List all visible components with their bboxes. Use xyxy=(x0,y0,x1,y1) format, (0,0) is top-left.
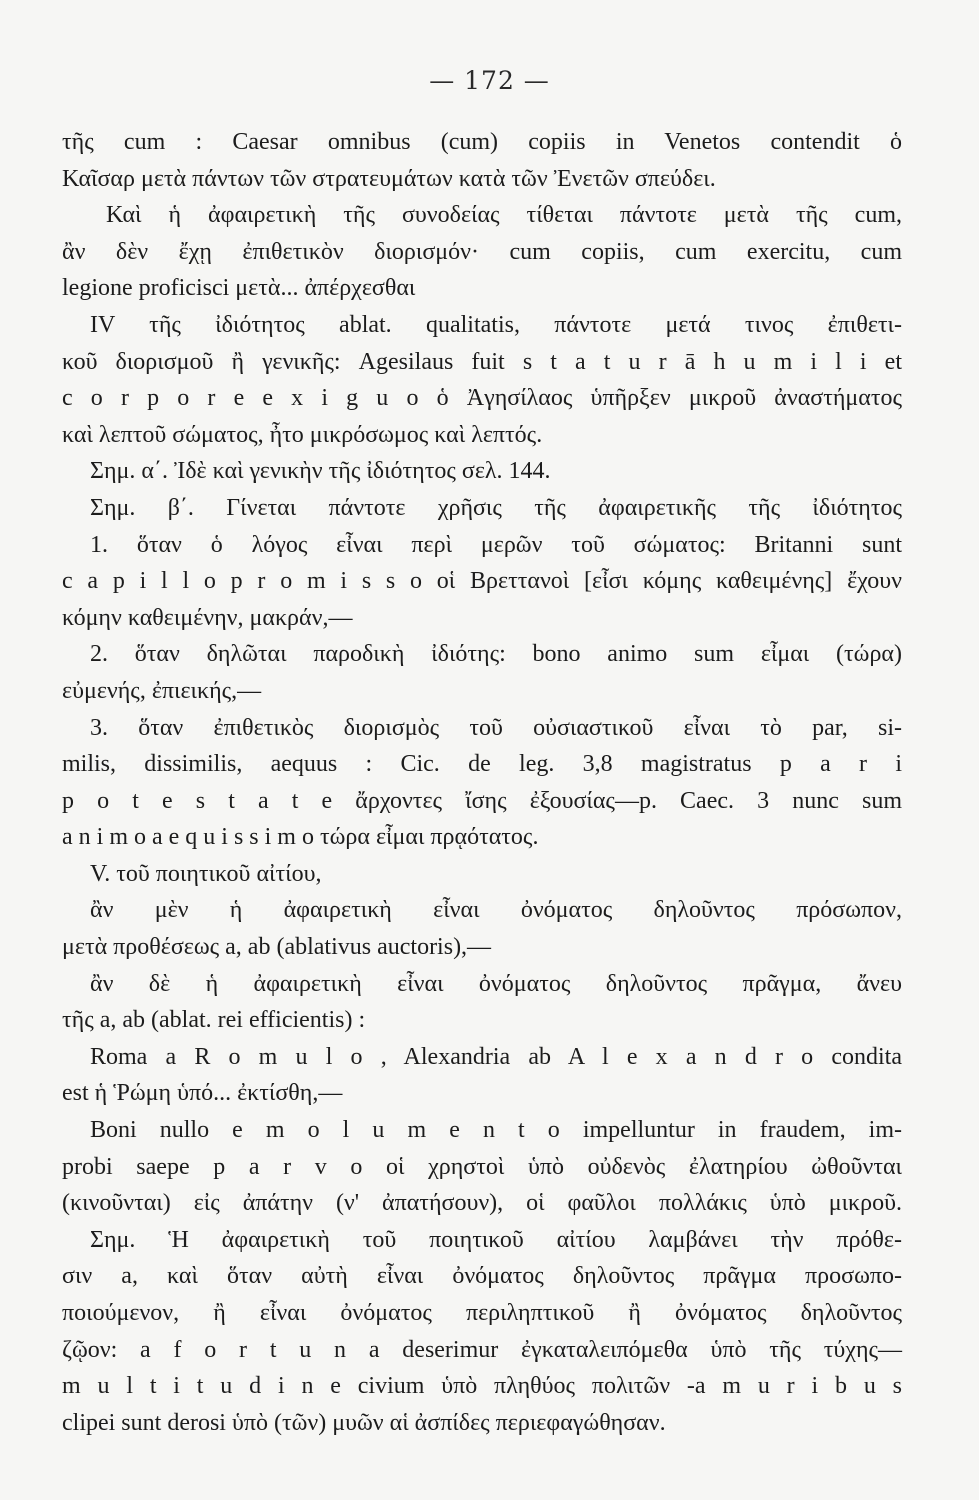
example-line: Boni nullo e m o l u m e n t o impelluntur in fraudem, im- xyxy=(90,1117,902,1144)
text-line: κοῦ διορισμοῦ ἢ γενικῆς: Agesilaus fuit s t a t u r ā h u m i l i et xyxy=(62,348,902,375)
example-line: probi saepe p a r v o οἱ χρηστοὶ ὑπὸ οὐδενὸς ἐλατηρίου ὠθοῦνται xyxy=(62,1153,902,1180)
text-line: τῆς a, ab (ablat. rei efficientis) : xyxy=(62,1007,366,1034)
text-line: Καῖσαρ μετὰ πάντων τῶν στρατευμάτων κατὰ τῶν Ἐνετῶν σπεύδει. xyxy=(62,165,716,192)
text-line: Καὶ ἡ ἀφαιρετικὴ τῆς συνοδείας τίθεται πάντοτε μετὰ τῆς cum, xyxy=(106,202,902,229)
note-line: Σημ. β΄. Γίνεται πάντοτε χρῆσις τῆς ἀφαιρετικῆς τῆς ἰδιότητος xyxy=(90,494,902,521)
note-line: σιν a, καὶ ὅταν αὐτὴ εἶναι ὀνόματος δηλοῦντος πρᾶγμα προσωπο- xyxy=(62,1263,902,1290)
example-line: Roma a R o m u l o , Alexandria ab A l e x a n d r o condita xyxy=(90,1043,902,1070)
note-line: Σημ. α΄. Ἰδὲ καὶ γενικὴν τῆς ἰδιότητος σελ. 144. xyxy=(90,458,551,485)
text-line: c o r p o r e e x i g u o ὁ Ἀγησίλαος ὑπῆρξεν μικροῦ ἀναστήματος xyxy=(62,385,902,412)
example-line: est ἡ Ῥώμη ὑπό... ἐκτίσθη,— xyxy=(62,1080,343,1107)
text-line: 1. ὅταν ὁ λόγος εἶναι περὶ μερῶν τοῦ σώματος: Britanni sunt xyxy=(90,531,902,558)
body-text xyxy=(62,124,902,1441)
text-line: a n i m o a e q u i s s i m o τώρα εἶμαι πρᾳότατος. xyxy=(62,824,539,851)
note-line: clipei sunt derosi ὑπὸ (τῶν) μυῶν αἱ ἀσπίδες περιεφαγώθησαν. xyxy=(62,1409,666,1436)
example-line: (κινοῦνται) εἰς ἀπάτην (ν' ἀπατήσουν), οἱ φαῦλοι πολλάκις ὑπὸ μικροῦ. xyxy=(62,1190,902,1217)
text-line: c a p i l l o p r o m i s s o οἱ Βρεττανοὶ [εἶσι κόμης καθειμένης] ἔχουν xyxy=(62,568,902,595)
text-line: τῆς cum : Caesar omnibus (cum) copiis in Venetos contendit ὁ xyxy=(62,129,902,155)
note-line: Σημ. Ἡ ἀφαιρετικὴ τοῦ ποιητικοῦ αἰτίου λαμβάνει τὴν πρόθε- xyxy=(90,1226,902,1253)
text-line: milis, dissimilis, aequus : Cic. de leg. 3,8 magistratus p a r i xyxy=(62,751,902,778)
text-line: ἂν μὲν ἡ ἀφαιρετικὴ εἶναι ὀνόματος δηλοῦντος πρόσωπον, xyxy=(90,897,902,924)
text-line: 3. ὅταν ἐπιθετικὸς διορισμὸς τοῦ οὐσιαστικοῦ εἶναι τὸ par, si- xyxy=(90,714,902,741)
text-line: κόμην καθειμένην, μακράν,— xyxy=(62,604,353,631)
text-line: ἂν δὲ ἡ ἀφαιρετικὴ εἶναι ὀνόματος δηλοῦντος πρᾶγμα, ἄνευ xyxy=(90,970,902,997)
text-line: p o t e s t a t e ἄρχοντες ἴσης ἐξουσίας—p. Caec. 3 nunc sum xyxy=(62,787,902,814)
note-line: m u l t i t u d i n e civium ὑπὸ πληθύος πολιτῶν -a m u r i b u s xyxy=(62,1373,902,1400)
page-number: — 172 — xyxy=(429,66,550,95)
text-line: 2. ὅταν δηλῶται παροδικὴ ἰδιότης: bono animo sum εἶμαι (τώρα) xyxy=(90,641,902,668)
text-line: μετὰ προθέσεως a, ab (ablativus auctoris),— xyxy=(62,934,492,961)
text-line: legione proficisci μετὰ... ἀπέρχεσθαι xyxy=(62,275,416,302)
section-heading-line: IV τῆς ἰδιότητος ablat. qualitatis, πάντοτε μετά τινος ἐπιθετι- xyxy=(90,311,902,338)
text-line: ἂν δὲν ἔχῃ ἐπιθετικὸν διορισμόν· cum copiis, cum exercitu, cum xyxy=(62,238,902,265)
note-line: ζῷον: a f o r t u n a deserimur ἐγκαταλειπόμεθα ὑπὸ τῆς τύχης— xyxy=(62,1336,902,1363)
text-line: εὐμενής, ἐπιεικής,— xyxy=(62,677,262,704)
text-line: καὶ λεπτοῦ σώματος, ἦτο μικρόσωμος καὶ λεπτός. xyxy=(62,421,543,448)
section-heading-line: V. τοῦ ποιητικοῦ αἰτίου, xyxy=(90,860,322,887)
note-line: ποιούμενον, ἢ εἶναι ὀνόματος περιληπτικοῦ ἢ ὀνόματος δηλοῦντος xyxy=(62,1300,902,1326)
